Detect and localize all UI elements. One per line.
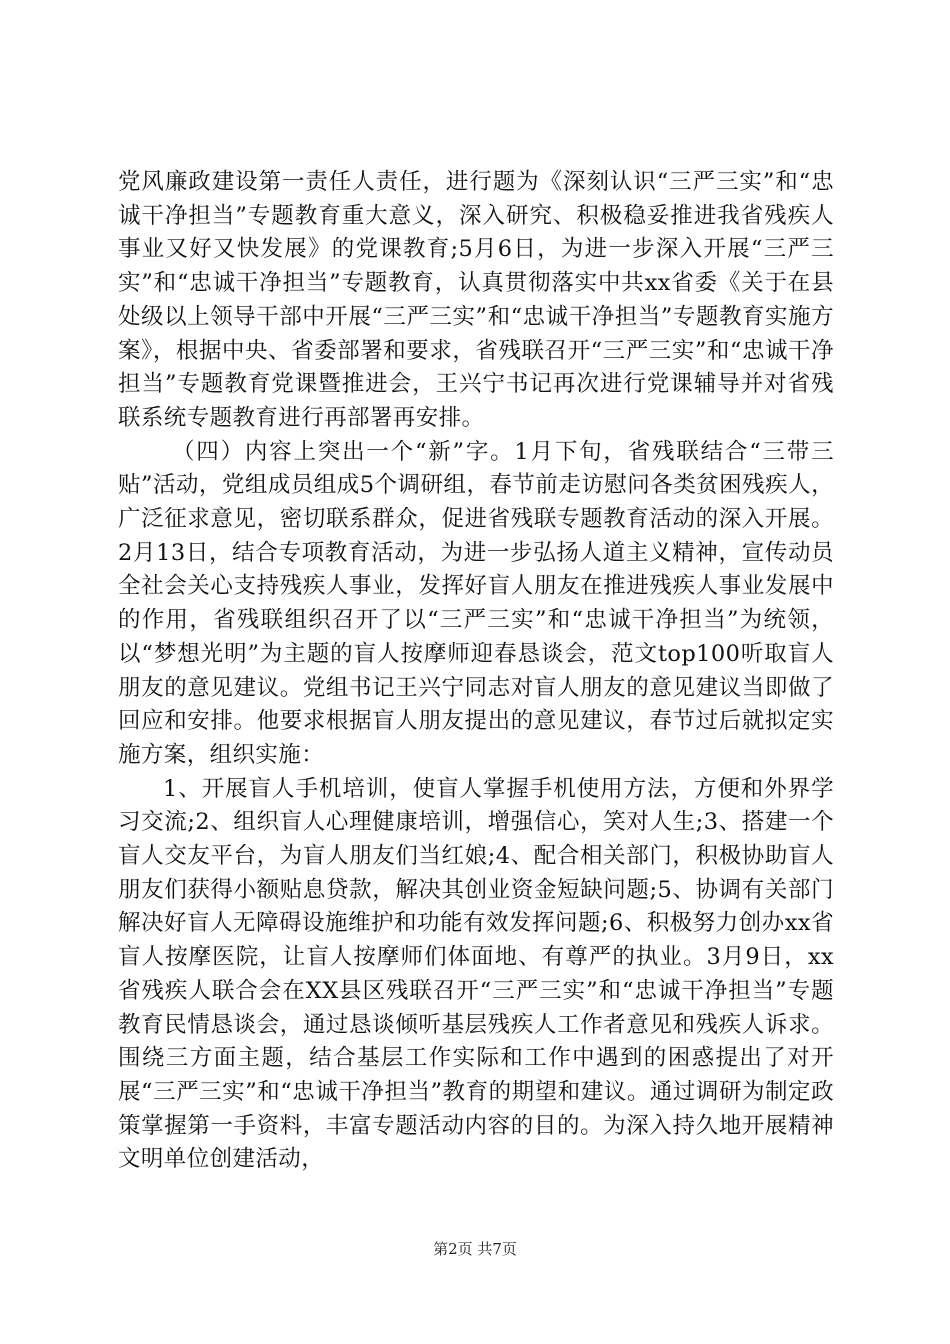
paragraph-2: （四）内容上突出一个“新”字。1月下旬，省残联结合“三带三贴”活动，党组成员组成5个调研组，春节前走访慰问各类贫困残疾人，广泛征求意见，密切联系群众，促进省残联专题教育活动的深入开展。2月13日，结合专项教育活动，为进一步弘扬人道主义精神，宣传动员全社会关心支持残疾人事业，发挥好盲人朋友在推进残疾人事业发展中的作用，省残联组织召开了以“三严三实”和“忠诚干净担当”为统领，以“梦想光明”为主题的盲人按摩师迎春恳谈会，范文top100听取盲人朋友的意见建议。党组书记王兴宁同志对盲人朋友的意见建议当即做了回应和安排。他要求根据盲人朋友提出的意见建议，春节过后就拟定实施方案，组织实施：: [118, 438, 834, 768]
paragraph-1: 党风廉政建设第一责任人责任，进行题为《深刻认识“三严三实”和“忠诚干净担当”专题教育重大意义，深入研究、积极稳妥推进我省残疾人事业又好又快发展》的党课教育;5月6日，为进一步深入开展“三严三实”和“忠诚干净担当”专题教育，认真贯彻落实中共xx省委《关于在县处级以上领导干部中开展“三严三实”和“忠诚干净担当”专题教育实施方案》，根据中央、省委部署和要求，省残联召开“三严三实”和“忠诚干净担当”专题教育党课暨推进会，王兴宁书记再次进行党课辅导并对省残联系统专题教育进行再部署再安排。: [118, 169, 834, 431]
document-body: [118, 166, 834, 1177]
paragraph-3: 1、开展盲人手机培训，使盲人掌握手机使用方法，方便和外界学习交流;2、组织盲人心理健康培训，增强信心，笑对人生;3、搭建一个盲人交友平台，为盲人朋友们当红娘;4、配合相关部门，积极协助盲人朋友们获得小额贴息贷款，解决其创业资金短缺问题;5、协调有关部门解决好盲人无障碍设施维护和功能有效发挥问题;6、积极努力创办xx省盲人按摩医院，让盲人按摩师们体面地、有尊严的执业。3月9日，xx省残疾人联合会在XX县区残联召开“三严三实”和“忠诚干净担当”专题教育民情恳谈会，通过恳谈倾听基层残疾人工作者意见和残疾人诉求。围绕三方面主题，结合基层工作实际和工作中遇到的困惑提出了对开展“三严三实”和“忠诚干净担当”教育的期望和建议。通过调研为制定政策掌握第一手资料，丰富专题活动内容的目的。为深入持久地开展精神文明单位创建活动，: [118, 775, 834, 1173]
page-footer: 第2页 共7页: [433, 1240, 517, 1258]
